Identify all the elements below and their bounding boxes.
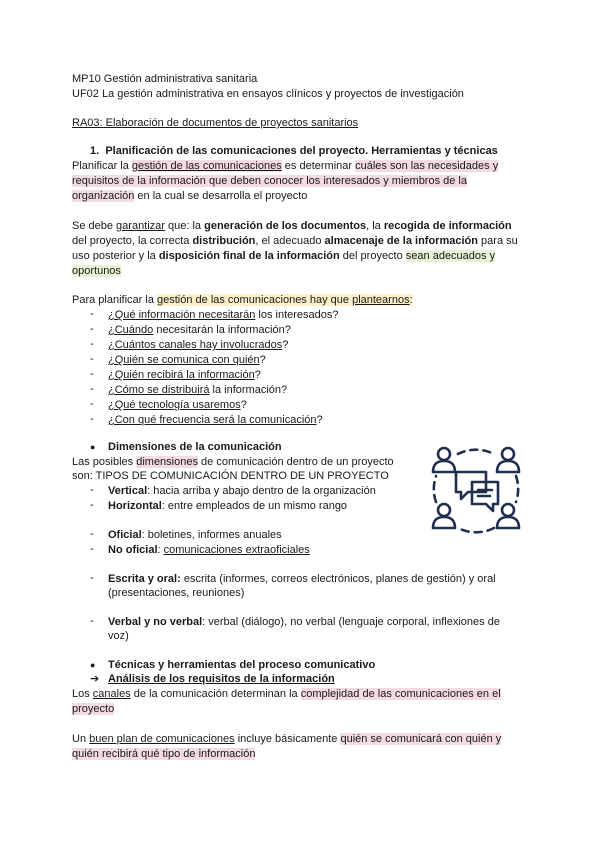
bold: recogida de información	[383, 220, 512, 232]
question: ¿Cuántos canales hay involucrados	[108, 339, 283, 351]
keyword: plantearnos	[352, 294, 410, 306]
text: los interesados?	[255, 309, 339, 321]
dimension-horizontal	[108, 499, 347, 513]
text: ?	[259, 354, 266, 366]
text: de la comunicación determinan la	[130, 688, 301, 700]
section-1-number: 1.	[90, 145, 100, 157]
list-item	[108, 338, 288, 352]
list-dash: -	[90, 308, 94, 320]
highlight: gestión de las comunicaciones hay que	[157, 294, 353, 306]
section-2-title: Dimensiones de la comunicación	[108, 441, 282, 453]
text: Se debe	[72, 220, 117, 232]
list-dash: -	[90, 528, 94, 540]
keyword: canales	[92, 688, 131, 700]
list-item	[108, 383, 287, 397]
text: , la	[366, 220, 384, 232]
s1-p2-line3	[72, 249, 495, 263]
highlight: cuáles son las necesidades y	[355, 160, 499, 172]
text: :	[157, 544, 164, 556]
question: ¿Quién se comunica con quién	[108, 354, 260, 366]
keyword: buen plan de comunicaciones	[89, 733, 235, 745]
s2-intro-line2: son: TIPOS DE COMUNICACIÓN DENTRO DE UN PROYECTO	[72, 470, 389, 482]
unit-title: UF02 La gestión administrativa en ensayos clínicos y proyectos de investigación	[72, 88, 464, 100]
text: : boletines, informes anuales	[141, 529, 282, 541]
bullet-dot: ●	[90, 660, 96, 670]
text: del proyecto, la correcta	[72, 235, 193, 247]
text: :	[409, 294, 413, 306]
keyword: gestión de las comunicaciones	[131, 160, 282, 172]
s1-p2-line4	[72, 264, 121, 278]
text: es determinar	[281, 160, 356, 172]
dimension-no-oficial	[108, 543, 310, 557]
text: uso posterior y la	[72, 250, 159, 262]
team-communication-icon	[428, 442, 524, 538]
s3-p2-line2	[72, 747, 255, 761]
label: Vertical	[108, 485, 148, 497]
text: incluye básicamente	[234, 733, 341, 745]
list-dash: -	[90, 484, 94, 496]
text: que: la	[164, 220, 205, 232]
list-dash: -	[90, 323, 94, 335]
text: ?	[254, 369, 261, 381]
bold: disposición final de la información	[158, 250, 340, 262]
text: Planificar la	[72, 160, 132, 172]
highlight: oportunos	[72, 265, 121, 277]
dimension-vertical	[108, 484, 376, 498]
highlight: sean adecuados y	[405, 250, 496, 262]
list-item	[108, 413, 323, 427]
ra-title: RA03: Elaboración de documentos de proyectos sanitarios	[72, 117, 359, 129]
s3-p2-line1	[72, 732, 501, 746]
bold: distribución	[192, 235, 256, 247]
text: Los	[72, 688, 93, 700]
section-1-title: Planificación de las comunicaciones del proyecto. Herramientas y técnicas	[105, 145, 498, 157]
question: ¿Cuándo	[108, 324, 154, 336]
question: ¿Quién recibirá la información	[108, 369, 255, 381]
text: Para planificar la	[72, 294, 157, 306]
dimension-verbal-cont: voz)	[108, 630, 129, 642]
s1-p2-line1	[72, 219, 512, 233]
bold: generación de los documentos	[204, 220, 367, 232]
list-item	[108, 368, 261, 382]
question: ¿Qué información necesitarán	[108, 309, 256, 321]
list-dash: -	[90, 353, 94, 365]
text: en la cual se desarrolla el proyecto	[134, 190, 308, 202]
text: ?	[316, 414, 323, 426]
label: Horizontal	[108, 500, 162, 512]
module-title: MP10 Gestión administrativa sanitaria	[72, 73, 258, 85]
label: Oficial	[108, 529, 142, 541]
list-dash: -	[90, 398, 94, 410]
dimension-escrita-oral-cont: (presentaciones, reuniones)	[108, 587, 245, 599]
bullet-dot: ●	[90, 442, 96, 452]
keyword: garantizar	[116, 220, 165, 232]
s1-p2-line2	[72, 234, 518, 248]
list-dash: -	[90, 572, 94, 584]
text: : entre empleados de un mismo rango	[161, 500, 348, 512]
keyword: comunicaciones extraoficiales	[163, 544, 310, 556]
label: Verbal y no verbal	[108, 616, 203, 628]
s2-intro-line1	[72, 455, 394, 469]
highlight: proyecto	[72, 703, 115, 715]
text: ?	[282, 339, 289, 351]
text: Las posibles	[72, 456, 137, 468]
text: : verbal (diálogo), no verbal (lenguaje corporal, inflexiones de	[202, 616, 500, 628]
text: necesitarán la información?	[153, 324, 291, 336]
text: de comunicación dentro de un proyecto	[197, 456, 394, 468]
list-item	[108, 353, 266, 367]
list-dash: -	[90, 543, 94, 555]
list-item	[108, 308, 339, 322]
bold: almacenaje de la información	[324, 235, 478, 247]
dimension-oficial	[108, 528, 282, 542]
text: para su	[477, 235, 518, 247]
highlight: quién se comunicará con quién y	[340, 733, 502, 745]
arrow-icon: ➔	[90, 673, 100, 685]
highlight: requisitos de la información que deben conocer los interesados y miembros de la	[72, 175, 467, 187]
text: escrita (informes, correos electrónicos, planes de gestión) y oral	[180, 573, 496, 585]
list-dash: -	[90, 383, 94, 395]
text: : hacia arriba y abajo dentro de la organización	[147, 485, 376, 497]
s3-p1-line2	[72, 702, 114, 716]
list-dash: -	[90, 413, 94, 425]
s1-p1-line3	[72, 189, 307, 203]
section-3-subtitle: Análisis de los requisitos de la información	[108, 673, 335, 685]
dimension-escrita-oral	[108, 572, 496, 586]
question: ¿Qué tecnología usaremos	[108, 399, 241, 411]
text: Un	[72, 733, 90, 745]
list-dash: -	[90, 338, 94, 350]
section-1-heading	[90, 144, 498, 158]
list-item	[108, 323, 291, 337]
list-dash: -	[90, 368, 94, 380]
label: No oficial	[108, 544, 158, 556]
s3-p1-line1	[72, 687, 501, 701]
text: , el adecuado	[255, 235, 325, 247]
question: ¿Cómo se distribuirá	[108, 384, 210, 396]
list-dash: -	[90, 615, 94, 627]
question: ¿Con qué frecuencia será la comunicación	[108, 414, 317, 426]
highlight: quién recibirá qué tipo de información	[72, 748, 256, 760]
section-3-title: Técnicas y herramientas del proceso comunicativo	[108, 659, 376, 671]
s1-p3	[72, 293, 413, 307]
highlight: organización	[72, 190, 135, 202]
text: la información?	[209, 384, 288, 396]
text: del proyecto	[339, 250, 406, 262]
highlight: complejidad de las comunicaciones en el	[300, 688, 501, 700]
list-dash: -	[90, 499, 94, 511]
s1-p1-line2	[72, 174, 467, 188]
label: Escrita y oral:	[108, 573, 181, 585]
s1-p1-line1	[72, 159, 498, 173]
dimension-verbal	[108, 615, 500, 629]
highlight: dimensiones	[136, 456, 198, 468]
list-item	[108, 398, 247, 412]
text: ?	[240, 399, 247, 411]
